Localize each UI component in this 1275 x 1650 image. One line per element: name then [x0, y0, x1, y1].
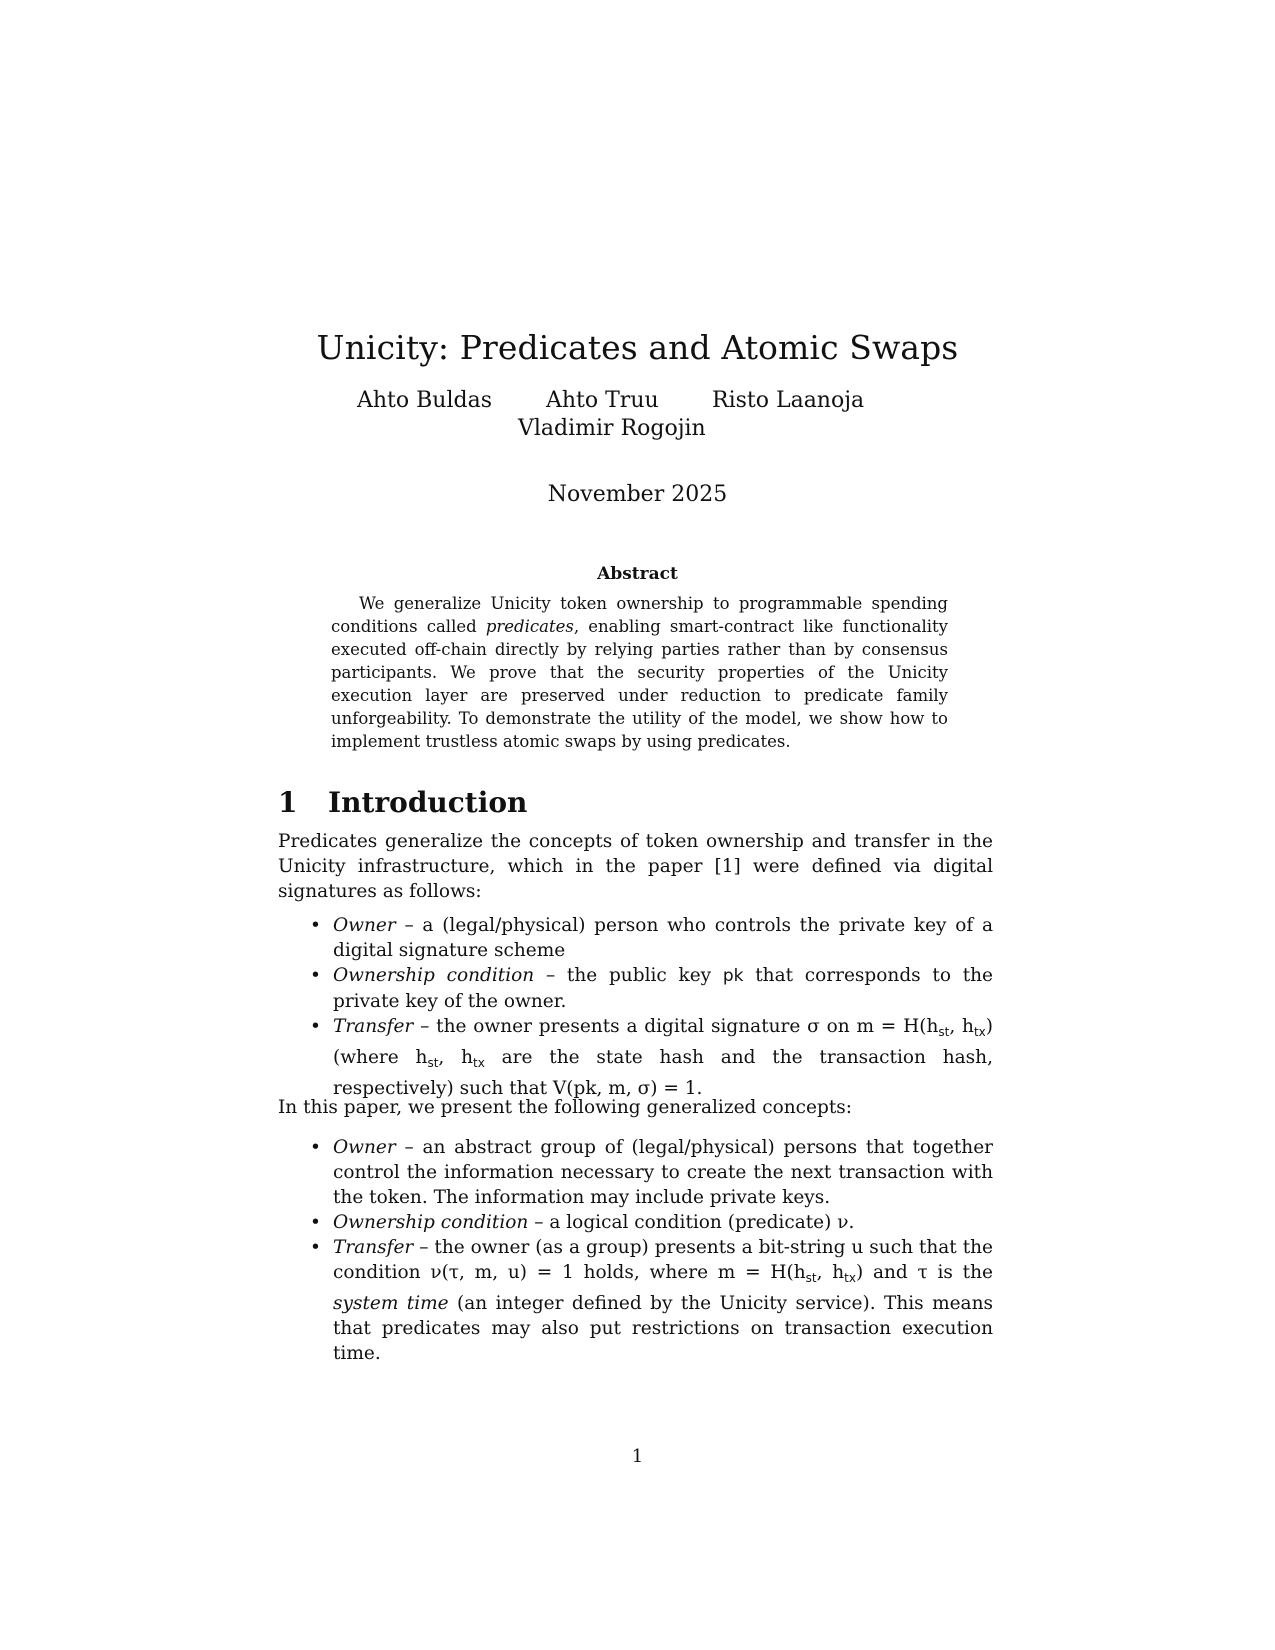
subscript-st: st — [938, 1025, 950, 1039]
subscript-st: st — [805, 1271, 817, 1285]
item-text: – an abstract group of (legal/physical) persons that together control the information necessary to create the next transaction with the token. The information may include private keys. — [333, 1137, 993, 1208]
list-item: • Transfer – the owner (as a group) presents a bit-string u such that the condition ν(τ, m, u) = 1 holds, where $m = H(h_{st}$, $h_{tx}$) and τ is the system time (an integer defined by the Unicity service). This means that predicates may also put restrictions on transaction execution time. — [310, 1237, 993, 1364]
term-transfer: Transfer — [333, 1016, 414, 1037]
item-text: – the owner (as a group) presents a bit-string u such that the condition ν(τ, m, u) = 1 holds, where m = H(h — [333, 1237, 993, 1283]
bullet-icon: • — [310, 915, 321, 936]
item-text: ) and τ is the — [855, 1262, 993, 1283]
abstract-text-1: We generalize Unicity token ownership to programmable spending conditions called — [331, 594, 948, 636]
term-ownership-condition: Ownership condition — [333, 1212, 529, 1233]
list-item — [310, 1210, 993, 1235]
abstract-text-2: , enabling smart-contract like functionality executed off-chain directly by relying parties rather than by consensus participants. We prove that the security properties of the Unicity execution layer are preserved under reduction to predicate family unforgeability. To demonstrate the utility of the model, we show how to implement trustless atomic swaps by using predicates. — [331, 617, 948, 751]
section-number: 1 — [278, 786, 298, 819]
author-1: Ahto Buldas — [357, 388, 492, 413]
paper-title: Unicity: Predicates and Atomic Swaps — [316, 328, 959, 367]
list-item — [310, 1135, 993, 1210]
author-4: Vladimir Rogojin — [518, 416, 706, 441]
generalized-intro-paragraph: In this paper, we present the following generalized concepts: — [278, 1097, 852, 1118]
item-text: that corresponds to the private key of the owner. — [333, 965, 993, 1012]
math-pk: pk — [722, 966, 744, 986]
subscript-tx: tx — [973, 1025, 986, 1039]
bullet-icon: • — [310, 1016, 321, 1037]
subscript-st: st — [427, 1056, 439, 1070]
author-2: Ahto Truu — [546, 388, 659, 413]
list-item — [310, 963, 993, 1014]
item-text: (an integer defined by the Unicity service). This means that predicates may also put restrictions on transaction execution time. — [333, 1293, 993, 1364]
list-generalized-concepts — [310, 1135, 993, 1366]
bullet-icon: • — [310, 1137, 321, 1158]
bullet-icon: • — [310, 965, 321, 986]
item-text: are the state hash and the transaction hash, respectively) such that V(pk, m, σ) = 1. — [333, 1047, 993, 1099]
term-owner: Owner — [333, 915, 396, 936]
section-heading — [278, 786, 527, 819]
intro-paragraph: Predicates generalize the concepts of token ownership and transfer in the Unicity infrastructure, which in the paper [1] were defined via digital signatures as follows: — [278, 831, 993, 902]
bullet-icon: • — [310, 1212, 321, 1233]
item-text: – a (legal/physical) person who controls the private key of a digital signature scheme — [333, 915, 993, 961]
item-text: – the owner presents a digital signature σ on m = H(h — [413, 1016, 939, 1037]
subscript-tx: tx — [473, 1056, 485, 1070]
term-transfer: Transfer — [333, 1237, 414, 1258]
paper-date: November 2025 — [547, 482, 728, 507]
item-text: – the public key — [534, 965, 723, 986]
item-text: ) (where h — [333, 1016, 993, 1068]
term-owner: Owner — [333, 1137, 396, 1158]
abstract-emphasis: predicates — [485, 617, 574, 636]
section-title: Introduction — [328, 786, 528, 819]
list-item: • Transfer – the owner presents a digital signature σ on $m = H(h_{st}$, $h_{tx}$) (where $h_{st}$, $h_{tx}$ are the state hash and the transaction hash, respectively) such that V(pk, m, σ) = 1. — [310, 1016, 993, 1099]
term-system-time: system time — [333, 1293, 449, 1314]
subscript-tx: tx — [844, 1271, 856, 1285]
abstract-heading: Abstract — [597, 564, 678, 584]
list-original-concepts — [310, 913, 993, 1101]
term-ownership-condition: Ownership condition — [333, 965, 535, 986]
abstract-body — [331, 592, 948, 753]
bullet-icon: • — [310, 1237, 321, 1258]
item-text: – a logical condition (predicate) ν. — [528, 1212, 855, 1233]
author-3: Risto Laanoja — [712, 388, 865, 413]
list-item — [310, 913, 993, 963]
page-number: 1 — [631, 1446, 644, 1467]
